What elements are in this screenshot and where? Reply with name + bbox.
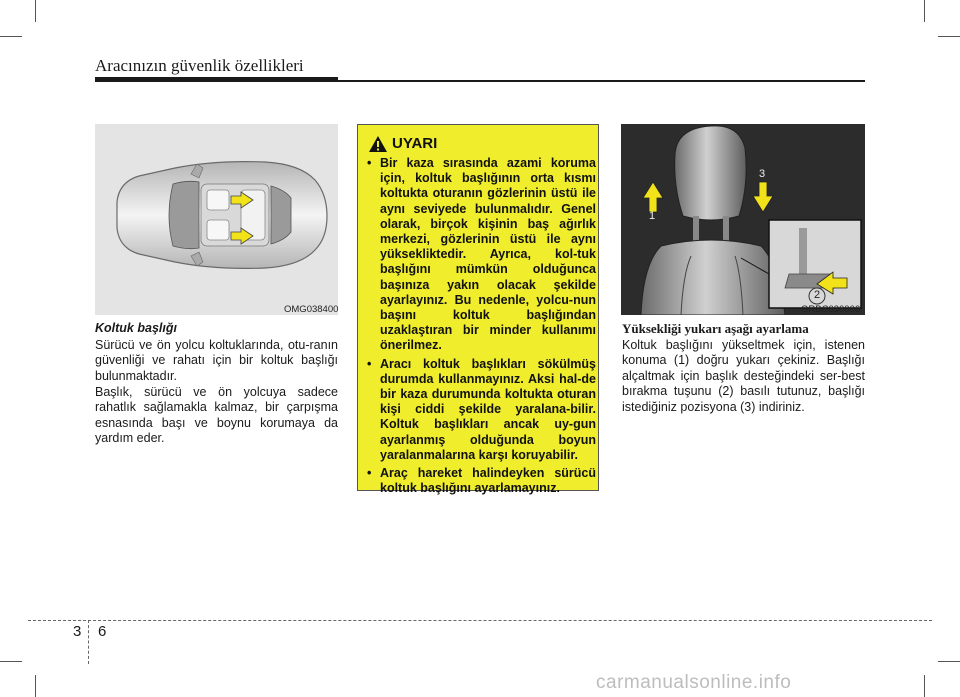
watermark: carmanualsonline.info [596,672,792,693]
footer-rule [28,620,932,621]
warning-box [357,124,599,496]
warning-item-text: Aracı koltuk başlıkları sökülmüş durumda kullanmayınız. Aksi hal-de bir kaza durumunda koltukta oturan kişi ciddi şekilde yaralana-bilir. Koltuk başlıkları ancak uy-gun ayarlanmış olduğunda boyun yaralanmalarına karşı koruyabilir. [380,356,596,462]
subsection-title: Koltuk başlığı [95,321,177,335]
list-item: • Aracı koltuk başlıkları sökülmüş durumda kullanmayınız. Aksi hal-de bir kaza durumunda koltukta oturan kişi ciddi şekilde yaralana-bilir. Koltuk başlıkları ancak uy-gun ayarlanmış olduğunda boyun yaralanmalarına karşı koruyabilir. [367,356,596,462]
warning-triangle-icon [368,135,388,153]
chapter-number: 3 [73,623,82,640]
list-item: • Araç hareket halindeyken sürücü koltuk başlığını ayarlamayınız. [367,466,596,496]
car-top-view-image [95,124,338,315]
callout-label: 2 [814,289,821,301]
headrest-image [621,124,865,315]
crop-mark [35,0,36,22]
page-number: 6 [98,623,107,640]
crop-mark [924,0,925,22]
crop-mark [0,36,22,37]
crop-mark [35,675,36,697]
headrest-illustration [621,124,865,315]
crop-mark [938,36,960,37]
warning-item-text: Bir kaza sırasında azami koruma için, koltuk başlığının orta kısmı koltukta oturanın gözlerinin üstü ile aynı seviyede bulunmalıdır. Genel olarak, birçok kişinin baş ağırlık merkezi, gözlerinin üstü ile aynı yüksekliktedir. Ayrıca, kol-tuk başlığını mümkün olduğunca başınıza yakın olacak şekilde ayarlayınız. Bu nedenle, yolcu-nun başını koltuk başlığından uzaklaştıran bir minder kullanımı önerilmez. [380,156,596,353]
crop-mark [924,675,925,697]
crop-mark [0,661,22,662]
warning-item-text: Araç hareket halindeyken sürücü koltuk başlığını ayarlamayınız. [380,466,596,496]
section-title: Aracınızın güvenlik özellikleri [95,56,304,75]
callout-label: 1 [649,210,656,222]
list-item: • Bir kaza sırasında azami koruma için, koltuk başlığının orta kısmı koltukta oturanın gözlerinin üstü ile aynı seviyede bulunmalıdır. Genel olarak, birçok kişinin baş ağırlık merkezi, gözlerinin üstü ile aynı yüksekliktedir. Ayrıca, kol-tuk başlığını mümkün olduğunca başınıza yakın olacak şekilde ayarlayınız. Bu nedenle, yolcu-nun başını koltuk başlığından uzaklaştıran bir minder kullanımı önerilmez. [367,156,596,353]
image-code-right: ORBC030006 [801,304,861,315]
paragraph: Sürücü ve ön yolcu koltuklarında, otu-ranın güvenliği ve rahatı için bir koltuk başlığı bulunmaktadır. [95,338,338,383]
paragraph: Başlık, sürücü ve ön yolcuya sadece rahatlık sağlamakla kalmaz, bir çarpışma esnasında başı ve boynu korumaya da yardım eder. [95,385,338,446]
subsection-title: Yüksekliği yukarı aşağı ayarlama [622,321,809,336]
crop-mark [938,661,960,662]
image-code-left: OMG038400 [284,304,339,315]
footer-divider [88,620,89,664]
header-rule [95,77,338,82]
header-rule [338,80,865,82]
paragraph: Koltuk başlığını yükseltmek için, istenen konuma (1) doğru yukarı çekiniz. Başlığı alçaltmak için başlık desteğindeki ser-best bırakma tuşunu (2) basılı tutunuz, başlığı istediğiniz pozisyona (3) indiriniz. [622,338,865,414]
car-top-view-illustration [95,124,338,315]
callout-label: 3 [759,168,766,180]
warning-title: UYARI [392,135,438,152]
warning-list [364,156,596,499]
